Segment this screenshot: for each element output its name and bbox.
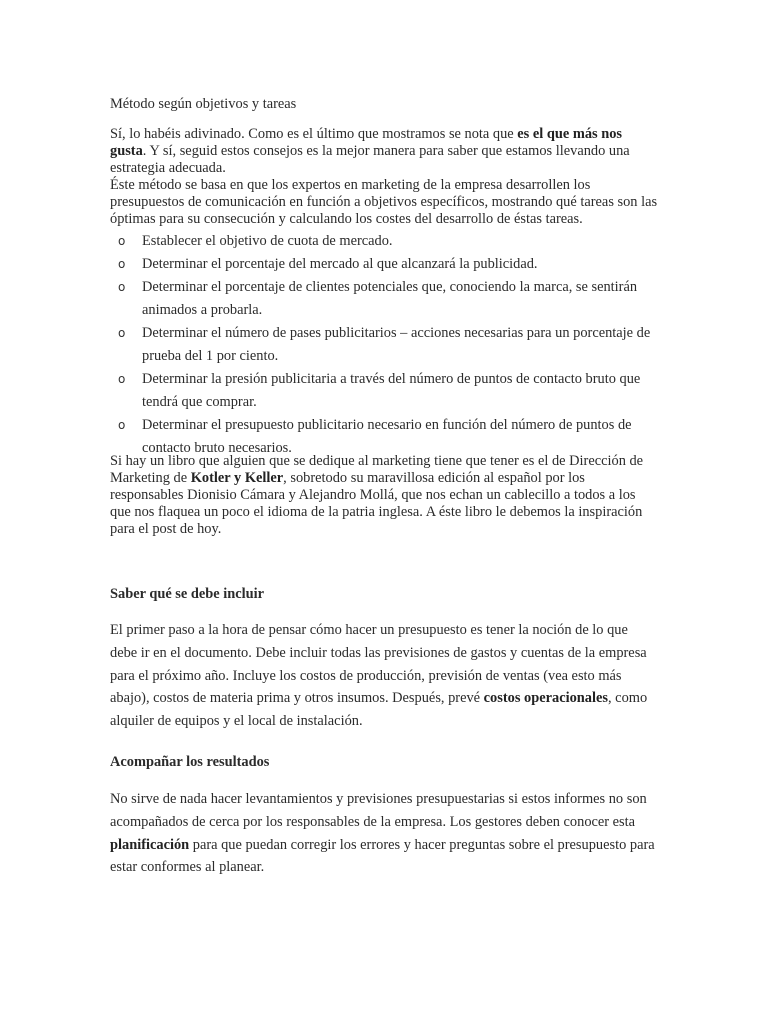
- bullet-circle-icon: o: [118, 257, 126, 272]
- bullet-circle-icon: o: [118, 280, 126, 295]
- section1-text-2: , como alquiler de equipos y el local de instalación.: [110, 690, 648, 730]
- list-item-text: Determinar el presupuesto publicitario necesario en función del número de puntos de contacto bruto necesarios.: [142, 417, 632, 457]
- steps-list: [110, 230, 658, 460]
- list-item: [110, 322, 658, 368]
- list-item-text: Determinar el porcentaje del mercado al que alcanzará la publicidad.: [142, 256, 538, 273]
- list-item: [110, 276, 658, 322]
- section1-paragraph: [110, 619, 658, 733]
- bullet-circle-icon: o: [118, 234, 126, 249]
- intro-text-1: Sí, lo habéis adivinado. Como es el último que mostramos se nota que: [110, 126, 518, 142]
- bullet-circle-icon: o: [118, 326, 126, 341]
- book-text-1: Si hay un libro que alguien que se dedique al marketing tiene que tener es el de Dirección de Marketing de: [110, 453, 644, 487]
- list-item-text: Establecer el objetivo de cuota de mercado.: [142, 233, 393, 250]
- intro-paragraph: [110, 126, 658, 177]
- list-item: [110, 230, 658, 253]
- list-item: [110, 253, 658, 276]
- document-page: [110, 96, 658, 879]
- bullet-circle-icon: o: [118, 418, 126, 433]
- section2-text-1: No sirve de nada hacer levantamientos y previsiones presupuestarias si estos informes no son acompañados de cerca por los responsables de la empresa. Los gestores deben conocer esta: [110, 790, 647, 830]
- list-item-text: Determinar la presión publicitaria a través del número de puntos de contacto bruto que tendrá que comprar.: [142, 371, 641, 411]
- section-title: Método según objetivos y tareas: [110, 96, 297, 112]
- section2-bold: planificación: [110, 836, 190, 853]
- intro-text-2: . Y sí, seguid estos consejos es la mejor manera para saber que estamos llevando una estrategia adecuada.: [110, 142, 630, 176]
- section-heading-incluir: Saber qué se debe incluir: [110, 585, 265, 602]
- section2-text-2: para que puedan corregir los errores y hacer preguntas sobre el presupuesto para estar conformes al planear.: [110, 836, 655, 876]
- section2-paragraph: [110, 788, 658, 879]
- book-paragraph: [110, 453, 658, 538]
- section1-bold: costos operacionales: [483, 690, 608, 707]
- bullet-circle-icon: o: [118, 372, 126, 387]
- list-item-text: Determinar el número de pases publicitarios – acciones necesarias para un porcentaje de prueba del 1 por ciento.: [142, 325, 651, 365]
- book-authors-bold: Kotler y Keller: [190, 470, 284, 487]
- book-text-2: , sobretodo su maravillosa edición al español por los responsables Dionisio Cámara y Alejandro Mollá, que nos echan un cablecillo a todos a los que nos flaquea un poco el idioma de la patria inglesa. A éste libro le debemos la inspiración para el post de hoy.: [110, 470, 643, 538]
- method-paragraph: Éste método se basa en que los expertos en marketing de la empresa desarrollen los presupuestos de comunicación en función a objetivos específicos, mostrando qué tareas son las óptimas para su consecución y calculando los costes del desarrollo de éstas tareas.: [110, 176, 658, 227]
- section-heading-resultados: Acompañar los resultados: [110, 753, 270, 770]
- list-item-text: Determinar el porcentaje de clientes potenciales que, conociendo la marca, se sentirán animados a probarla.: [142, 279, 638, 319]
- list-item: [110, 414, 658, 460]
- section1-text-1: El primer paso a la hora de pensar cómo hacer un presupuesto es tener la noción de lo que debe ir en el documento. Debe incluir todas las previsiones de gastos y cuentas de la empresa para el próximo año. Incluye los costos de producción, previsión de ventas (vea esto más abajo), costos de materia prima y otros insumos. Después, prevé: [110, 621, 647, 707]
- intro-bold: es el que más nos gusta: [110, 126, 623, 159]
- list-item: [110, 368, 658, 414]
